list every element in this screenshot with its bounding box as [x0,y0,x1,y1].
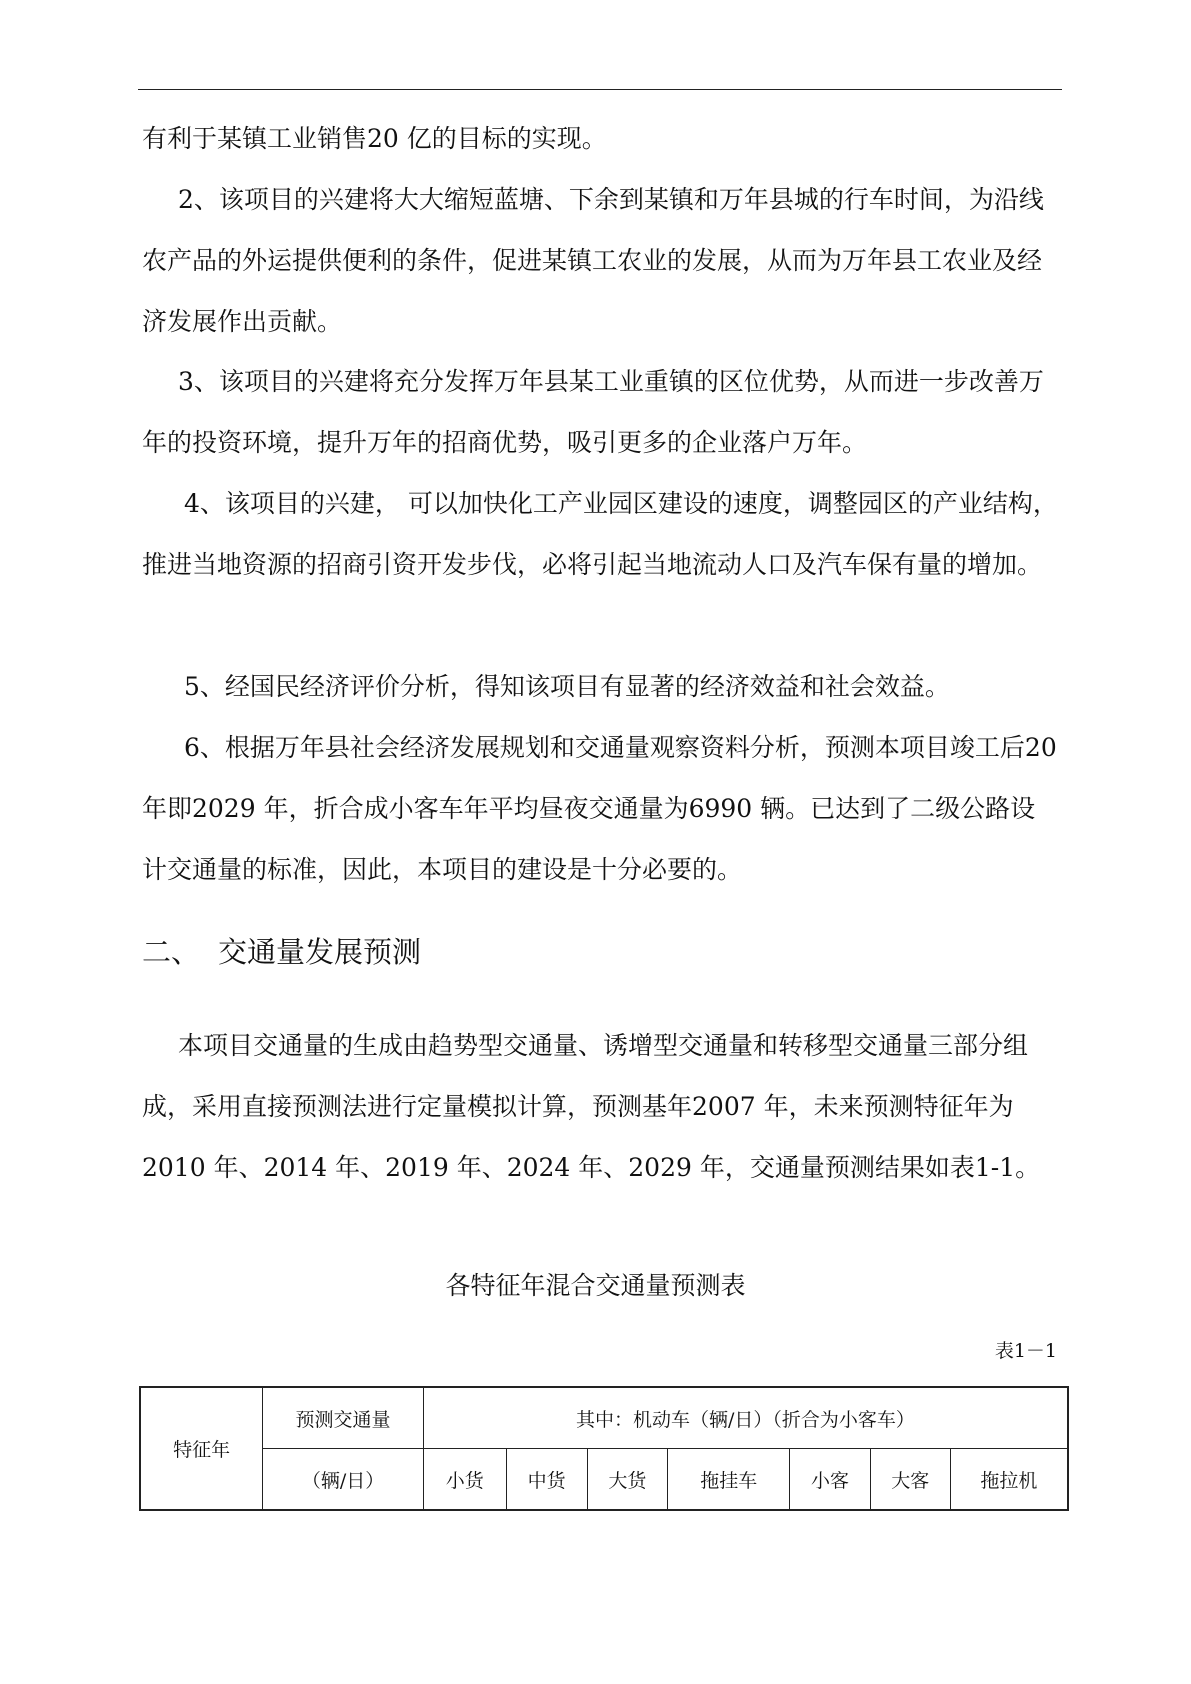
paragraph-continuation: 有利于某镇工业销售20 亿的目标的实现。 [142,124,607,153]
paragraph-item-5: 5、经国民经济评价分析，得知该项目有显著的经济效益和社会效益。 [184,672,950,701]
paragraph-item-3: 3、该项目的兴建将充分发挥万年县某工业重镇的区位优势，从而进一步改善万年的投资环境，提升万年的招商优势，吸引更多的企业落户万年。 [142,367,1044,457]
header-year: 特征年 [140,1387,263,1510]
header-vehicle-type: 大货 [587,1449,668,1511]
table-header-row [140,1387,1068,1449]
table-title: 各特征年混合交通量预测表 [445,1271,746,1300]
header-vehicle-type: 拖挂车 [668,1449,790,1511]
header-vehicle-type: 中货 [506,1449,587,1511]
header-vehicle-type: 小客 [790,1449,871,1511]
table-subheader-row [140,1449,1068,1511]
paragraph-item-6: 6、根据万年县社会经济发展规划和交通量观察资料分析，预测本项目竣工后20 年即2029 年，折合成小客车年平均昼夜交通量为6990 辆。已达到了二级公路设计交通量的标准，因此，本项目的建设是十分必要的。 [142,733,1057,884]
header-vehicle-type: 大客 [870,1449,950,1511]
section-number: 二、 [142,935,201,969]
paragraph-item-2: 2、该项目的兴建将大大缩短蓝塘、下余到某镇和万年县城的行车时间，为沿线农产品的外运提供便利的条件，促进某镇工农业的发展，从而为万年县工农业及经济发展作出贡献。 [142,185,1044,336]
header-vehicle-type: 小货 [423,1449,506,1511]
paragraph-item-4: 4、该项目的兴建， 可以加快化工产业园区建设的速度，调整园区的产业结构，推进当地资源的招商引资开发步伐，必将引起当地流动人口及汽车保有量的增加。 [142,489,1058,579]
table-number: 表1－1 [994,1340,1057,1362]
header-motor-vehicles: 其中：机动车（辆/日）（折合为小客车） [423,1387,1068,1449]
forecast-table [139,1386,1069,1511]
header-forecast: 预测交通量 [263,1387,424,1449]
header-vehicle-type: 拖拉机 [950,1449,1068,1511]
header-rule [138,89,1062,90]
header-forecast-unit: （辆/日） [263,1449,424,1511]
section-heading [142,932,421,972]
section-paragraph: 本项目交通量的生成由趋势型交通量、诱增型交通量和转移型交通量三部分组成，采用直接预测法进行定量模拟计算，预测基年2007 年，未来预测特征年为2010 年、2014 年、2019 年、2024 年、2029 年，交通量预测结果如表1-1。 [142,1031,1041,1182]
section-title: 交通量发展预测 [218,935,422,969]
